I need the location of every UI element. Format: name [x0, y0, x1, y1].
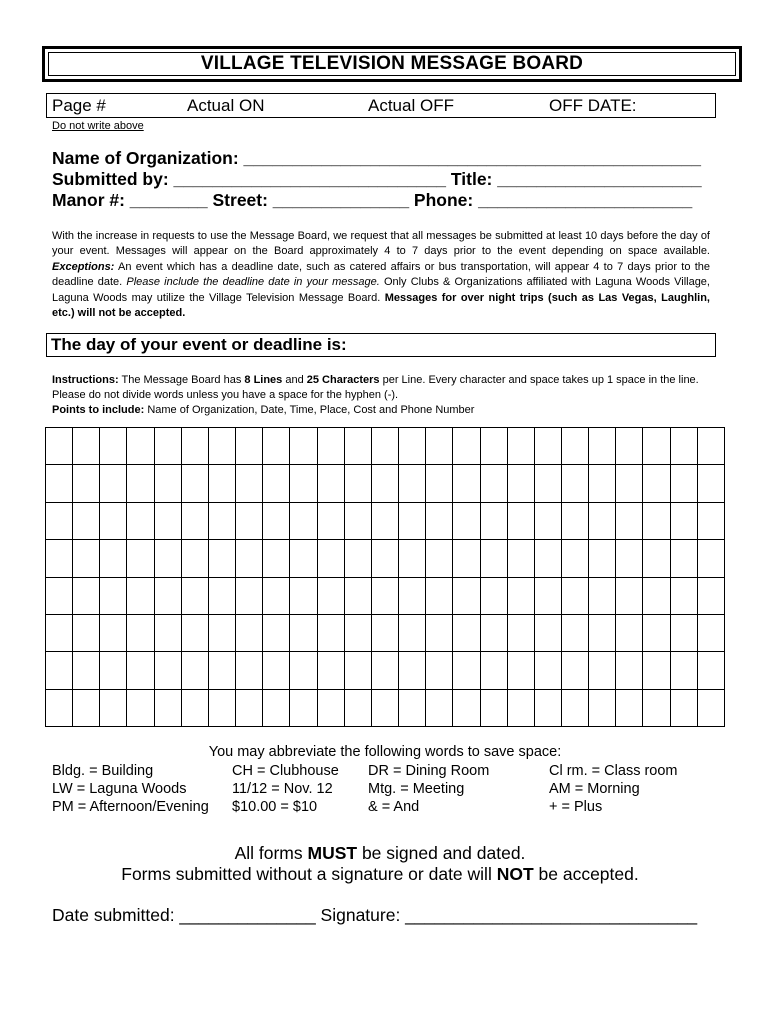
grid-cell[interactable]	[208, 577, 235, 614]
notice-text: be accepted.	[533, 864, 639, 884]
grid-cell[interactable]	[480, 502, 507, 539]
grid-cell[interactable]	[236, 502, 263, 539]
grid-cell[interactable]	[263, 614, 290, 651]
grid-cell[interactable]	[290, 652, 317, 689]
grid-cell[interactable]	[453, 577, 480, 614]
grid-cell[interactable]	[534, 540, 561, 577]
grid-cell[interactable]	[507, 652, 534, 689]
grid-cell[interactable]	[507, 465, 534, 502]
grid-cell[interactable]	[589, 577, 616, 614]
grid-cell[interactable]	[670, 540, 697, 577]
grid-cell[interactable]	[480, 652, 507, 689]
grid-cell[interactable]	[127, 689, 154, 726]
grid-cell[interactable]	[344, 540, 371, 577]
organization-field[interactable]: Name of Organization: _______________________________________________	[52, 148, 701, 168]
grid-cell[interactable]	[534, 577, 561, 614]
grid-cell[interactable]	[208, 614, 235, 651]
instructions	[52, 373, 712, 418]
grid-cell[interactable]	[73, 540, 100, 577]
grid-cell[interactable]	[127, 540, 154, 577]
grid-cell[interactable]	[670, 577, 697, 614]
abbreviation-item: CH = Clubhouse	[232, 763, 339, 779]
grid-cell[interactable]	[236, 540, 263, 577]
grid-cell[interactable]	[290, 614, 317, 651]
grid-cell[interactable]	[589, 689, 616, 726]
grid-cell[interactable]	[344, 614, 371, 651]
abbreviation-item: 11/12 = Nov. 12	[232, 781, 333, 797]
grid-cell[interactable]	[670, 428, 697, 465]
grid-row	[46, 614, 725, 651]
page-number-label: Page #	[52, 96, 106, 115]
abbreviation-column-4	[549, 762, 678, 816]
grid-cell[interactable]	[399, 540, 426, 577]
grid-cell[interactable]	[263, 652, 290, 689]
grid-cell[interactable]	[399, 652, 426, 689]
grid-cell[interactable]	[589, 614, 616, 651]
grid-cell[interactable]	[616, 502, 643, 539]
grid-cell[interactable]	[208, 428, 235, 465]
office-use-row	[46, 93, 716, 118]
grid-cell[interactable]	[263, 577, 290, 614]
grid-cell[interactable]	[73, 502, 100, 539]
grid-cell[interactable]	[561, 577, 588, 614]
grid-cell[interactable]	[399, 428, 426, 465]
grid-cell[interactable]	[561, 465, 588, 502]
grid-cell[interactable]	[616, 652, 643, 689]
grid-cell[interactable]	[263, 502, 290, 539]
grid-cell[interactable]	[127, 502, 154, 539]
grid-cell[interactable]	[290, 465, 317, 502]
grid-cell[interactable]	[426, 502, 453, 539]
notice-text: be signed and dated.	[357, 843, 526, 863]
grid-cell[interactable]	[181, 502, 208, 539]
grid-cell[interactable]	[453, 428, 480, 465]
grid-cell[interactable]	[181, 614, 208, 651]
points-label: Points to include:	[52, 404, 145, 416]
instructions-text-2: and	[282, 374, 307, 386]
grid-cell[interactable]	[371, 689, 398, 726]
grid-cell[interactable]	[208, 465, 235, 502]
grid-cell[interactable]	[181, 652, 208, 689]
grid-cell[interactable]	[317, 502, 344, 539]
grid-cell[interactable]	[453, 465, 480, 502]
grid-cell[interactable]	[399, 689, 426, 726]
grid-cell[interactable]	[616, 465, 643, 502]
grid-cell[interactable]	[507, 540, 534, 577]
abbreviation-item: PM = Afternoon/Evening	[52, 799, 209, 815]
grid-cell[interactable]	[127, 428, 154, 465]
grid-cell[interactable]	[480, 428, 507, 465]
grid-cell[interactable]	[643, 652, 670, 689]
policy-paragraph	[52, 229, 710, 321]
grid-row	[46, 428, 725, 465]
deadline-note: Please include the deadline date in your message.	[126, 276, 380, 289]
abbreviation-item: Cl rm. = Class room	[549, 763, 678, 779]
grid-cell[interactable]	[534, 652, 561, 689]
grid-cell[interactable]	[290, 428, 317, 465]
grid-cell[interactable]	[46, 652, 73, 689]
grid-cell[interactable]	[480, 689, 507, 726]
event-deadline-field[interactable]: The day of your event or deadline is:	[46, 333, 716, 357]
grid-cell[interactable]	[534, 614, 561, 651]
grid-cell[interactable]	[643, 577, 670, 614]
grid-cell[interactable]	[127, 465, 154, 502]
grid-cell[interactable]	[534, 502, 561, 539]
grid-cell[interactable]	[589, 465, 616, 502]
grid-cell[interactable]	[263, 465, 290, 502]
grid-cell[interactable]	[73, 577, 100, 614]
actual-off-label: Actual OFF	[368, 96, 454, 115]
grid-cell[interactable]	[426, 465, 453, 502]
grid-cell[interactable]	[73, 652, 100, 689]
grid-cell[interactable]	[399, 465, 426, 502]
grid-cell[interactable]	[344, 652, 371, 689]
lines-count: 8 Lines	[244, 374, 283, 386]
grid-cell[interactable]	[236, 652, 263, 689]
grid-cell[interactable]	[534, 465, 561, 502]
grid-cell[interactable]	[643, 428, 670, 465]
grid-cell[interactable]	[208, 502, 235, 539]
exceptions-label: Exceptions:	[52, 260, 115, 273]
grid-cell[interactable]	[154, 614, 181, 651]
grid-cell[interactable]	[127, 614, 154, 651]
grid-cell[interactable]	[507, 502, 534, 539]
off-date-label: OFF DATE:	[549, 96, 637, 115]
grid-cell[interactable]	[371, 465, 398, 502]
grid-cell[interactable]	[236, 614, 263, 651]
grid-cell[interactable]	[643, 614, 670, 651]
instructions-text-3: per Line. Every character and space takes up 1 space in the line. Please do not divide words unless you have a space for the hyphen (-).	[52, 374, 699, 401]
grid-cell[interactable]	[426, 428, 453, 465]
grid-cell[interactable]	[208, 689, 235, 726]
grid-cell[interactable]	[561, 614, 588, 651]
manor-street-phone-field[interactable]: Manor #: ________ Street: ______________ Phone: ______________________	[52, 190, 693, 210]
grid-cell[interactable]	[697, 652, 724, 689]
abbreviation-item: Bldg. = Building	[52, 763, 154, 779]
grid-cell[interactable]	[589, 428, 616, 465]
actual-on-label: Actual ON	[187, 96, 265, 115]
grid-row	[46, 652, 725, 689]
overnight-trips-note: Messages for over night trips (such as Las Vegas, Laughlin, etc.) will not be accepted.	[52, 291, 710, 320]
abbreviation-column-1	[52, 762, 209, 816]
grid-cell[interactable]	[208, 652, 235, 689]
grid-cell[interactable]	[453, 614, 480, 651]
grid-cell[interactable]	[317, 689, 344, 726]
rejection-notice	[0, 864, 760, 885]
grid-cell[interactable]	[371, 614, 398, 651]
grid-cell[interactable]	[236, 689, 263, 726]
abbreviation-item: & = And	[368, 799, 420, 815]
contact-fields	[52, 148, 702, 211]
grid-cell[interactable]	[344, 465, 371, 502]
grid-cell[interactable]	[317, 652, 344, 689]
grid-cell[interactable]	[100, 689, 127, 726]
grid-cell[interactable]	[46, 540, 73, 577]
grid-cell[interactable]	[426, 614, 453, 651]
grid-cell[interactable]	[46, 577, 73, 614]
grid-cell[interactable]	[534, 689, 561, 726]
grid-cell[interactable]	[46, 614, 73, 651]
grid-cell[interactable]	[371, 540, 398, 577]
grid-cell[interactable]	[73, 614, 100, 651]
grid-row	[46, 540, 725, 577]
abbreviation-item: LW = Laguna Woods	[52, 781, 187, 797]
instructions-label: Instructions:	[52, 374, 119, 386]
grid-cell[interactable]	[263, 428, 290, 465]
grid-cell[interactable]	[46, 689, 73, 726]
grid-cell[interactable]	[643, 502, 670, 539]
grid-cell[interactable]	[236, 465, 263, 502]
grid-cell[interactable]	[670, 465, 697, 502]
policy-text-1: With the increase in requests to use the Message Board, we request that all messages be submitted at least 10 days before the day of your event. Messages will appear on the Board approximately 4 to 7 days prior to the event depending on space available.	[52, 230, 710, 258]
grid-cell[interactable]	[181, 428, 208, 465]
grid-cell[interactable]	[589, 502, 616, 539]
grid-cell[interactable]	[317, 540, 344, 577]
signed-dated-notice	[0, 843, 760, 864]
policy-text-3: Only Clubs & Organizations affiliated with Laguna Woods Village, Laguna Woods may utilize the Village Television Message Board.	[52, 276, 710, 304]
grid-cell[interactable]	[616, 614, 643, 651]
grid-cell[interactable]	[344, 689, 371, 726]
grid-cell[interactable]	[46, 502, 73, 539]
grid-cell[interactable]	[236, 428, 263, 465]
grid-cell[interactable]	[697, 540, 724, 577]
grid-cell[interactable]	[154, 577, 181, 614]
notice-text: Forms submitted without a signature or date will	[121, 864, 497, 884]
grid-cell[interactable]	[453, 652, 480, 689]
grid-cell[interactable]	[154, 428, 181, 465]
grid-cell[interactable]	[616, 577, 643, 614]
grid-cell[interactable]	[46, 465, 73, 502]
grid-cell[interactable]	[46, 428, 73, 465]
grid-cell[interactable]	[697, 428, 724, 465]
grid-cell[interactable]	[480, 577, 507, 614]
grid-cell[interactable]	[507, 577, 534, 614]
not-emphasis: NOT	[496, 864, 534, 884]
grid-cell[interactable]	[263, 689, 290, 726]
grid-cell[interactable]	[181, 577, 208, 614]
grid-cell[interactable]	[616, 689, 643, 726]
grid-cell[interactable]	[616, 428, 643, 465]
grid-cell[interactable]	[697, 502, 724, 539]
grid-cell[interactable]	[100, 540, 127, 577]
grid-cell[interactable]	[426, 689, 453, 726]
grid-cell[interactable]	[208, 540, 235, 577]
grid-cell[interactable]	[507, 428, 534, 465]
grid-cell[interactable]	[399, 577, 426, 614]
grid-cell[interactable]	[100, 428, 127, 465]
grid-cell[interactable]	[344, 577, 371, 614]
grid-cell[interactable]	[73, 428, 100, 465]
grid-cell[interactable]	[643, 465, 670, 502]
abbreviation-column-2	[232, 762, 339, 816]
instructions-text-1: The Message Board has	[118, 374, 245, 386]
grid-cell[interactable]	[561, 689, 588, 726]
abbreviations-intro: You may abbreviate the following words to save space:	[208, 744, 562, 760]
grid-cell[interactable]	[290, 689, 317, 726]
grid-cell[interactable]	[100, 465, 127, 502]
grid-cell[interactable]	[426, 540, 453, 577]
grid-cell[interactable]	[371, 428, 398, 465]
grid-cell[interactable]	[181, 540, 208, 577]
grid-cell[interactable]	[154, 689, 181, 726]
grid-cell[interactable]	[399, 614, 426, 651]
grid-cell[interactable]	[154, 540, 181, 577]
grid-cell[interactable]	[670, 502, 697, 539]
grid-cell[interactable]	[317, 577, 344, 614]
grid-cell[interactable]	[154, 652, 181, 689]
form-title: VILLAGE TELEVISION MESSAGE BOARD	[48, 52, 736, 76]
points-text: Name of Organization, Date, Time, Place, Cost and Phone Number	[144, 404, 475, 416]
grid-cell[interactable]	[561, 652, 588, 689]
grid-cell[interactable]	[561, 540, 588, 577]
grid-cell[interactable]	[480, 465, 507, 502]
grid-cell[interactable]	[534, 428, 561, 465]
grid-cell[interactable]	[697, 614, 724, 651]
abbreviation-column-3	[368, 762, 489, 816]
grid-cell[interactable]	[127, 577, 154, 614]
grid-cell[interactable]	[426, 577, 453, 614]
title-box	[42, 46, 742, 82]
grid-cell[interactable]	[290, 502, 317, 539]
date-signature-field[interactable]: Date submitted: ______________ Signature: ______________________________	[52, 905, 698, 925]
grid-cell[interactable]	[290, 577, 317, 614]
grid-cell[interactable]	[263, 540, 290, 577]
grid-cell[interactable]	[507, 689, 534, 726]
grid-cell[interactable]	[399, 502, 426, 539]
grid-cell[interactable]	[100, 652, 127, 689]
grid-cell[interactable]	[453, 689, 480, 726]
must-emphasis: MUST	[307, 843, 358, 863]
grid-cell[interactable]	[344, 502, 371, 539]
grid-cell[interactable]	[127, 652, 154, 689]
grid-cell[interactable]	[317, 428, 344, 465]
grid-row	[46, 689, 725, 726]
grid-cell[interactable]	[561, 428, 588, 465]
grid-cell[interactable]	[317, 465, 344, 502]
grid-cell[interactable]	[100, 614, 127, 651]
grid-cell[interactable]	[371, 577, 398, 614]
grid-cell[interactable]	[561, 502, 588, 539]
grid-cell[interactable]	[589, 652, 616, 689]
grid-cell[interactable]	[643, 689, 670, 726]
grid-cell[interactable]	[453, 502, 480, 539]
grid-row	[46, 502, 725, 539]
grid-cell[interactable]	[317, 614, 344, 651]
grid-cell[interactable]	[453, 540, 480, 577]
grid-cell[interactable]	[100, 577, 127, 614]
grid-cell[interactable]	[670, 614, 697, 651]
grid-cell[interactable]	[236, 577, 263, 614]
grid-cell[interactable]	[290, 540, 317, 577]
abbreviation-item: $10.00 = $10	[232, 799, 318, 815]
grid-cell[interactable]	[697, 465, 724, 502]
abbreviation-item: AM = Morning	[549, 781, 640, 797]
grid-cell[interactable]	[344, 428, 371, 465]
grid-cell[interactable]	[589, 540, 616, 577]
grid-cell[interactable]	[670, 689, 697, 726]
grid-cell[interactable]	[670, 652, 697, 689]
abbreviation-item: DR = Dining Room	[368, 763, 490, 779]
office-use-note: Do not write above	[52, 120, 144, 132]
grid-cell[interactable]	[73, 465, 100, 502]
grid-cell[interactable]	[181, 465, 208, 502]
grid-row	[46, 577, 725, 614]
grid-cell[interactable]	[697, 577, 724, 614]
grid-row	[46, 465, 725, 502]
grid-cell[interactable]	[371, 652, 398, 689]
grid-cell[interactable]	[616, 540, 643, 577]
grid-cell[interactable]	[643, 540, 670, 577]
policy-text-2: An event which has a deadline date, such as catered affairs or bus transportation, will appear 4 to 7 days prior to the deadline date.	[52, 260, 710, 289]
grid-cell[interactable]	[73, 689, 100, 726]
grid-cell[interactable]	[181, 689, 208, 726]
grid-cell[interactable]	[426, 652, 453, 689]
notice-text: All forms	[234, 843, 308, 863]
grid-cell[interactable]	[480, 614, 507, 651]
abbreviation-item: + = Plus	[549, 799, 603, 815]
grid-cell[interactable]	[154, 465, 181, 502]
grid-cell[interactable]	[371, 502, 398, 539]
grid-cell[interactable]	[100, 502, 127, 539]
grid-cell[interactable]	[154, 502, 181, 539]
message-character-grid	[45, 427, 725, 727]
characters-count: 25 Characters	[306, 374, 380, 386]
submitted-by-title-field[interactable]: Submitted by: ____________________________ Title: _____________________	[52, 169, 702, 189]
abbreviation-item: Mtg. = Meeting	[368, 781, 465, 797]
grid-cell[interactable]	[507, 614, 534, 651]
grid-cell[interactable]	[480, 540, 507, 577]
grid-cell[interactable]	[697, 689, 724, 726]
